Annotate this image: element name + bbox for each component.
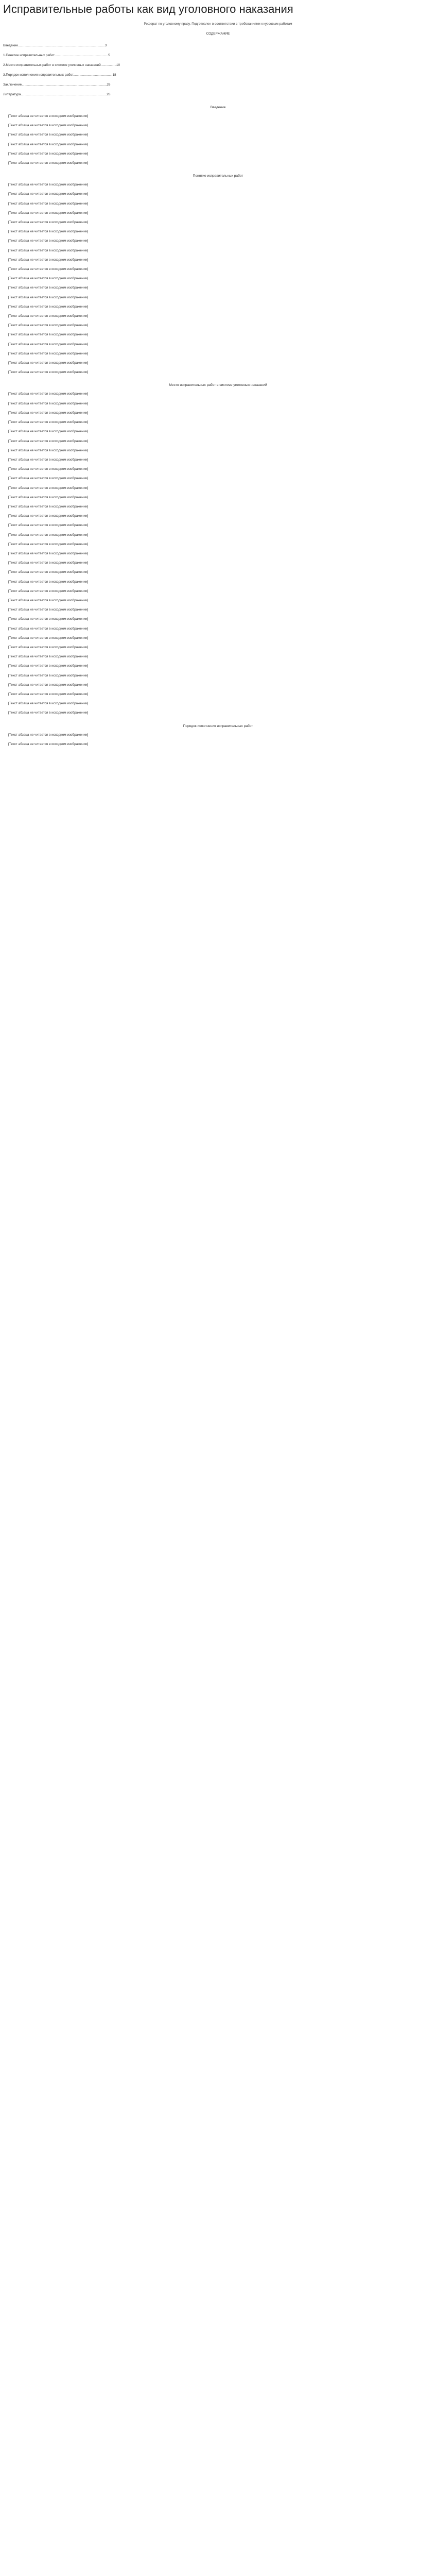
paragraph: [Текст абзаца не читается в исходном изображении]	[8, 733, 89, 737]
paragraph: [Текст абзаца не читается в исходном изображении]	[8, 351, 89, 355]
paragraph: [Текст абзаца не читается в исходном изображении]	[8, 570, 89, 574]
paragraph: [Текст абзаца не читается в исходном изображении]	[8, 514, 89, 518]
paragraph: [Текст абзаца не читается в исходном изображении]	[8, 133, 89, 137]
paragraph: [Текст абзаца не читается в исходном изображении]	[8, 161, 89, 165]
section-2	[3, 392, 433, 715]
paragraph: [Текст абзаца не читается в исходном изображении]	[8, 304, 89, 309]
section-heading-1: Понятие исправительных работ	[193, 174, 243, 178]
toc-item: Заключение.............................................................................................26	[3, 83, 111, 87]
paragraph: [Текст абзаца не читается в исходном изображении]	[8, 230, 89, 234]
paragraph: [Текст абзаца не читается в исходном изображении]	[8, 361, 89, 365]
paragraph: [Текст абзаца не читается в исходном изображении]	[8, 333, 89, 337]
paragraph: [Текст абзаца не читается в исходном изображении]	[8, 702, 89, 706]
paragraph: [Текст абзаца не читается в исходном изображении]	[8, 370, 89, 375]
paragraph: [Текст абзаца не читается в исходном изображении]	[8, 267, 89, 272]
paragraph: [Текст абзаца не читается в исходном изображении]	[8, 561, 89, 565]
paragraph: [Текст абзаца не читается в исходном изображении]	[8, 239, 89, 243]
paragraph: [Текст абзаца не читается в исходном изображении]	[8, 692, 89, 696]
paragraph: [Текст абзаца не читается в исходном изображении]	[8, 617, 89, 621]
paragraph: [Текст абзаца не читается в исходном изображении]	[8, 324, 89, 328]
intro-section	[3, 114, 433, 165]
paragraph: [Текст абзаца не читается в исходном изображении]	[8, 551, 89, 555]
paragraph: [Текст абзаца не читается в исходном изображении]	[8, 183, 89, 187]
paragraph: [Текст абзаца не читается в исходном изображении]	[8, 683, 89, 687]
paragraph: [Текст абзаца не читается в исходном изображении]	[8, 626, 89, 631]
paragraph: [Текст абзаца не читается в исходном изображении]	[8, 430, 89, 434]
toc-item: 1.Понятие исправительных работ...........................................................5	[3, 54, 110, 57]
document-page	[0, 2, 436, 747]
paragraph: [Текст абзаца не читается в исходном изображении]	[8, 286, 89, 290]
paragraph: [Текст абзаца не читается в исходном изображении]	[8, 542, 89, 546]
toc-item: Введение...............................................................................................3	[3, 44, 107, 47]
toc-heading: СОДЕРЖАНИЕ	[206, 32, 230, 36]
paragraph: [Текст абзаца не читается в исходном изображении]	[8, 467, 89, 471]
paragraph: [Текст абзаца не читается в исходном изображении]	[8, 221, 89, 225]
paragraph: [Текст абзаца не читается в исходном изображении]	[8, 124, 89, 128]
paragraph: [Текст абзаца не читается в исходном изображении]	[8, 201, 89, 206]
paragraph: [Текст абзаца не читается в исходном изображении]	[8, 742, 89, 746]
paragraph: [Текст абзаца не читается в исходном изображении]	[8, 439, 89, 443]
paragraph: [Текст абзаца не читается в исходном изображении]	[8, 457, 89, 462]
toc-item: 2.Место исправительных работ в системе уголовных наказаний.................10	[3, 63, 120, 67]
table-of-contents	[3, 43, 433, 97]
paragraph: [Текст абзаца не читается в исходном изображении]	[8, 495, 89, 499]
paragraph: [Текст абзаца не читается в исходном изображении]	[8, 392, 89, 396]
document-title: Исправительные работы как вид уголовного наказания	[3, 3, 293, 15]
paragraph: [Текст абзаца не читается в исходном изображении]	[8, 314, 89, 318]
paragraph: [Текст абзаца не читается в исходном изображении]	[8, 151, 89, 156]
paragraph: [Текст абзаца не читается в исходном изображении]	[8, 645, 89, 649]
paragraph: [Текст абзаца не читается в исходном изображении]	[8, 277, 89, 281]
paragraph: [Текст абзаца не читается в исходном изображении]	[8, 523, 89, 528]
section-3	[3, 733, 433, 747]
paragraph: [Текст абзаца не читается в исходном изображении]	[8, 114, 89, 118]
paragraph: [Текст абзаца не читается в исходном изображении]	[8, 448, 89, 452]
paragraph: [Текст абзаца не читается в исходном изображении]	[8, 589, 89, 593]
paragraph: [Текст абзаца не читается в исходном изображении]	[8, 411, 89, 415]
paragraph: [Текст абзаца не читается в исходном изображении]	[8, 342, 89, 346]
paragraph: [Текст абзаца не читается в исходном изображении]	[8, 636, 89, 640]
paragraph: [Текст абзаца не читается в исходном изображении]	[8, 486, 89, 490]
toc-item: Литература..............................................................................................28	[3, 93, 111, 96]
paragraph: [Текст абзаца не читается в исходном изображении]	[8, 580, 89, 584]
paragraph: [Текст абзаца не читается в исходном изображении]	[8, 258, 89, 262]
paragraph: [Текст абзаца не читается в исходном изображении]	[8, 655, 89, 659]
section-1	[3, 182, 433, 375]
paragraph: [Текст абзаца не читается в исходном изображении]	[8, 142, 89, 146]
paragraph: [Текст абзаца не читается в исходном изображении]	[8, 504, 89, 509]
section-heading-3: Порядок исполнения исправительных работ	[183, 724, 253, 728]
paragraph: [Текст абзаца не читается в исходном изображении]	[8, 420, 89, 425]
paragraph: [Текст абзаца не читается в исходном изображении]	[8, 295, 89, 299]
section-heading-intro: Введение	[210, 106, 226, 109]
paragraph: [Текст абзаца не читается в исходном изображении]	[8, 711, 89, 715]
paragraph: [Текст абзаца не читается в исходном изображении]	[8, 598, 89, 602]
document-subtitle: Реферат по уголовному праву. Подготовлен в соответствии с требованиями к курсовым работам	[144, 22, 292, 26]
paragraph: [Текст абзаца не читается в исходном изображении]	[8, 401, 89, 405]
paragraph: [Текст абзаца не читается в исходном изображении]	[8, 477, 89, 481]
paragraph: [Текст абзаца не читается в исходном изображении]	[8, 673, 89, 677]
paragraph: [Текст абзаца не читается в исходном изображении]	[8, 533, 89, 537]
section-heading-2: Место исправительных работ в системе уголовных наказаний	[169, 383, 267, 387]
toc-item: 3.Порядок исполнения исправительных работ...........................................18	[3, 73, 116, 77]
paragraph: [Текст абзаца не читается в исходном изображении]	[8, 211, 89, 215]
paragraph: [Текст абзаца не читается в исходном изображении]	[8, 248, 89, 252]
paragraph: [Текст абзаца не читается в исходном изображении]	[8, 664, 89, 668]
paragraph: [Текст абзаца не читается в исходном изображении]	[8, 608, 89, 612]
paragraph: [Текст абзаца не читается в исходном изображении]	[8, 192, 89, 196]
